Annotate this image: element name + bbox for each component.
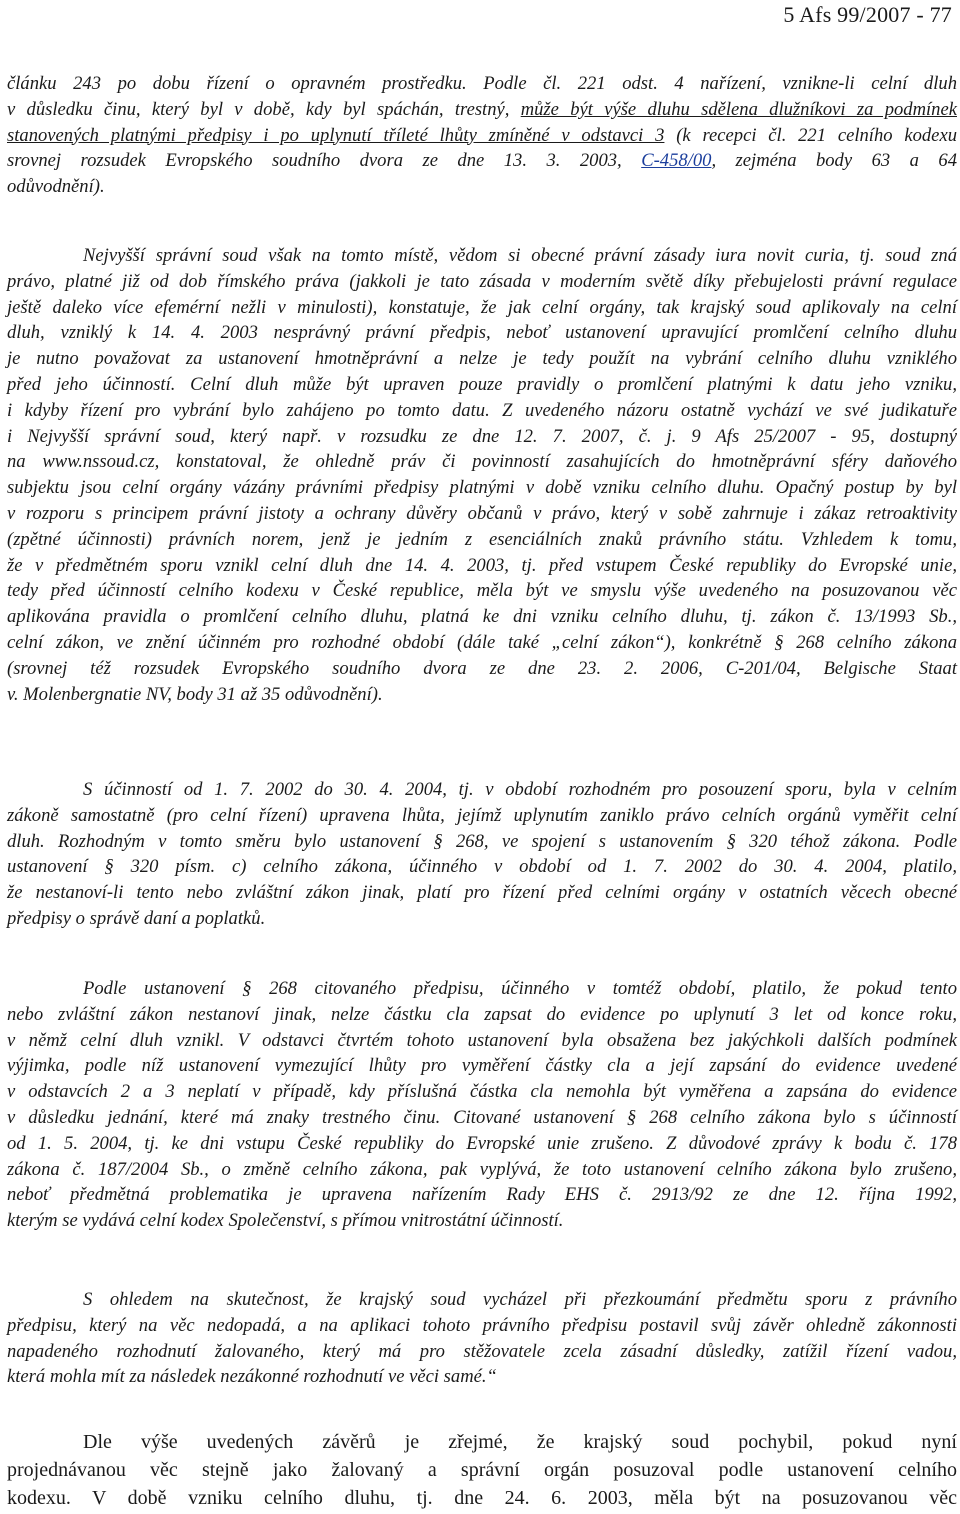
text-line: je nutno považovat za ustanovení hmotněprávní a nelze je tedy použít na vybrání celního dluhu vzniklého xyxy=(7,348,957,370)
text-line: v němž celní dluh vznikl. V odstavci čtvrtém tohoto ustanovení byla obsažena bez jakýchkoli dalších podmínek xyxy=(7,1029,957,1051)
case-link[interactable]: C-458/00 xyxy=(641,150,712,172)
text-line: subjektu jsou celní orgány vázány právními předpisy platnými v době vzniku celního dluhu. Opačný postup by byl xyxy=(7,477,957,499)
paragraph-4 xyxy=(7,976,957,1234)
paragraph-2 xyxy=(7,243,957,707)
text-line: ještě daleko více efemérní nežli v minulosti), konstatuje, že jak celní orgány, tak krajský soud aplikovaly na celní xyxy=(7,296,957,318)
text-line: právo, platné již od dob římského práva (jakkoli je tato zásada v moderním světě díky přebujelosti právní regulace xyxy=(7,270,957,292)
text-line: zákoně samostatně (pro celní řízení) upravena lhůta, jejímž uplynutím zaniklo právo celních orgánů vyměřit celní xyxy=(7,804,957,826)
underlined-text: stanovených platnými předpisy i po uplynutí tříleté lhůty zmíněné v odstavci 3 xyxy=(7,124,665,146)
text-line: (zpětné účinnosti) právních norem, jenž je jedním z esenciálních znaků právního státu. Vzhledem k tomu, xyxy=(7,528,957,550)
text-line: (srovnej též rozsudek Evropského soudního dvora ze dne 23. 2. 2006, C-201/04, Belgische Staat xyxy=(7,657,957,679)
text-span: (k recepci čl. 221 celního kodexu xyxy=(664,124,957,146)
case-reference-header: 5 Afs 99/2007 - 77 xyxy=(783,2,952,27)
text-line: předpisy o správě daní a poplatků. xyxy=(7,907,266,929)
text-line: projednávanou věc stejně jako žalovaný a správní orgán posuzoval podle ustanovení celního xyxy=(7,1459,957,1481)
text-line: i kdyby řízení pro vybrání bylo zahájeno po tomto datu. Z uvedeného názoru ostatně vychází ve své judikatuře xyxy=(7,399,957,421)
paragraph-5 xyxy=(7,1287,957,1390)
text-line: napadeného rozhodnutí žalovaného, který má pro stěžovatele zcela zásadní důsledky, zatížil řízení vadou, xyxy=(7,1340,957,1362)
text-line: kterým se vydává celní kodex Společenství, s přímou vnitrostátní účinností. xyxy=(7,1210,564,1232)
text-line: od 1. 5. 2004, tj. ke dni vstupu České republiky do Evropské unie zrušeno. Z důvodové zprávy k bodu č. 178 xyxy=(7,1132,957,1154)
text-line: odůvodnění). xyxy=(7,176,105,198)
text-line: před jeho účinností. Celní dluh může být upraven pouze pravidly o promlčení platnými k datu jeho vzniku, xyxy=(7,373,957,395)
text-line xyxy=(7,148,957,174)
paragraph-1 xyxy=(7,71,957,200)
text-line: v odstavcích 2 a 3 neplatí v případě, kdy příslušná částka cla nemohla být vyměřena a zapsána do evidence xyxy=(7,1081,957,1103)
text-line: aplikována pravidla o promlčení celního dluhu, platná ke dni vzniku celního dluhu, tj. zákon č. 13/1993 Sb., xyxy=(7,606,957,628)
text-span: srovnej rozsudek Evropského soudního dvora ze dne 13. 3. 2003, xyxy=(7,150,642,172)
paragraph-3 xyxy=(7,777,957,932)
text-line: že nestanoví-li tento nebo zvláštní zákon jinak, platí pro řízení před celními orgány v ostatních věcech obecné xyxy=(7,882,957,904)
text-line: kodexu. V době vzniku celního dluhu, tj. dne 24. 6. 2003, měla být na posuzovanou věc xyxy=(7,1487,957,1509)
text-span: v důsledku činu, který byl v době, kdy byl spáchán, trestný, xyxy=(7,98,521,120)
text-line: která mohla mít za následek nezákonné rozhodnutí ve věci samé.“ xyxy=(7,1366,497,1388)
text-line: Nejvyšší správní soud však na tomto místě, vědom si obecné právní zásady iura novit curia, tj. soud zná xyxy=(83,245,957,266)
text-line: neboť předmětná problematika je upravena nařízením Rady EHS č. 2913/92 ze dne 12. října 1992, xyxy=(7,1184,957,1206)
text-line: nebo zvláštní zákon nestanoví jinak, nelze částku cla zapsat do evidence po uplynutí 3 let od konce roku, xyxy=(7,1003,957,1025)
text-line xyxy=(7,97,957,123)
text-line: předpisu, který na věc nedopadá, a na aplikaci tohoto právního předpisu postavil svůj závěr ohledně zákonnosti xyxy=(7,1314,957,1336)
text-line: zákona č. 187/2004 Sb., o změně celního zákona, pak vyplývá, že toto ustanovení celního zákona bylo zrušeno, xyxy=(7,1158,957,1180)
text-span: , zejména body 63 a 64 xyxy=(711,150,957,172)
underlined-text: může být výše dluhu sdělena dlužníkovi za podmínek xyxy=(520,98,957,120)
text-line: v. Molenbergnatie NV, body 31 až 35 odůvodnění). xyxy=(7,683,383,705)
text-line: na www.nssoud.cz, konstatoval, že ohledně práv či povinností zasahujících do hmotněprávní sféry daňového xyxy=(7,451,957,473)
text-line: Podle ustanovení § 268 citovaného předpisu, účinného v tomtéž období, platilo, že pokud tento xyxy=(83,978,957,999)
text-line: v rozporu s principem právní jistoty a ochrany důvěry občanů v právo, který v sobě zahrnuje i zákaz retroaktivity xyxy=(7,502,957,524)
text-line: že v předmětném sporu vznikl celní dluh dne 14. 4. 2003, tj. před vstupem České republiky do Evropské unie, xyxy=(7,554,957,576)
text-line: dluh, vzniklý k 14. 4. 2003 nesprávný právní předpis, neboť ustanovení upravující promlčení celního dluhu xyxy=(7,322,957,344)
text-line: článku 243 po dobu řízení o opravném prostředku. Podle čl. 221 odst. 4 nařízení, vznikne-li celní dluh xyxy=(7,73,957,94)
text-line: ustanovení § 320 písm. c) celního zákona, účinného v období od 1. 7. 2002 do 30. 4. 2004, platilo, xyxy=(7,856,957,878)
text-line: Dle výše uvedených závěrů je zřejmé, že krajský soud pochybil, pokud nyní xyxy=(83,1431,957,1453)
text-line: S ohledem na skutečnost, že krajský soud vycházel při přezkoumání předmětu sporu z právního xyxy=(83,1289,957,1310)
text-line: celní zákon, ve znění účinném pro rozhodné období (dále také „celní zákon“), konkrétně § 268 celního zákona xyxy=(7,631,957,653)
text-line: tedy před účinností celního kodexu v České republice, měla být ve smyslu výše uvedeného na posuzovanou věc xyxy=(7,580,957,602)
text-line: v důsledku jednání, které má znaky trestného činu. Citované ustanovení § 268 celního zákona bylo s účinností xyxy=(7,1106,957,1128)
text-line: výjimka, podle níž ustanovení vymezující lhůty pro vyměření částky cla a její zapsání do evidence uvedené xyxy=(7,1055,957,1077)
paragraph-6 xyxy=(7,1428,957,1512)
text-line xyxy=(7,123,957,149)
text-line: dluh. Rozhodným v tomto směru bylo ustanovení § 268, ve spojení s ustanovením § 320 téhož zákona. Podle xyxy=(7,830,957,852)
text-line: i Nejvyšší správní soud, který např. v rozsudku ze dne 12. 7. 2007, č. j. 9 Afs 25/2007 - 95, dostupný xyxy=(7,425,957,447)
text-line: S účinností od 1. 7. 2002 do 30. 4. 2004, tj. v období rozhodném pro posouzení sporu, byla v celním xyxy=(83,779,957,800)
